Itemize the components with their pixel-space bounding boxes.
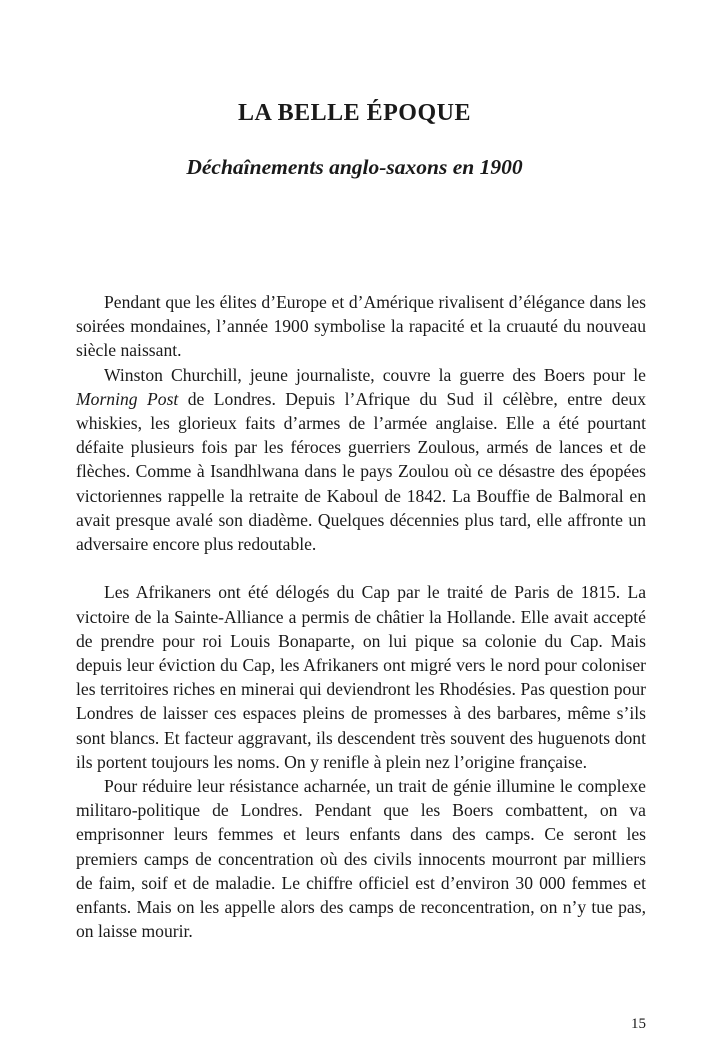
paragraph-4: Pour réduire leur résistance acharnée, un trait de génie illumine le complexe militaro-politique de Londres. Pendant que les Boers combattent, on va emprisonner leurs femmes et leurs enfants dans des camps. Ce seront les premiers camps de concentration où des civils innocents mourront par milliers de faim, soif et de maladie. Le chiffre officiel est d’environ 30 000 femmes et enfants. Mais on les appelle alors des camps de reconcentration, on n’y tue pas, on laisse mourir. <box>76 776 646 942</box>
body-text <box>76 290 646 943</box>
paragraph-2 <box>76 363 646 557</box>
paragraph-2-end: de Londres. Depuis l’Afrique du Sud il célèbre, entre deux whiskies, les glorieux faits d’armes de l’armée anglaise. Elle a été pourtant défaite plusieurs fois par les féroces guerriers Zoulous, armés de lances et de flèches. Comme à Isandhlwana dans le pays Zoulou où ce désastre des épopées victoriennes rappelle la retraite de Kaboul de 1842. La Bouffie de Balmoral en avait presque avalé son diadème. Quelques décennies plus tard, elle affronte un adversaire encore plus redoutable. <box>76 388 647 555</box>
paragraph-2-start: Winston Churchill, jeune journaliste, couvre la guerre des Boers pour le <box>104 364 646 385</box>
page-number: 15 <box>631 1016 646 1032</box>
newspaper-title: Morning Post <box>76 388 179 409</box>
paragraph-3: Les Afrikaners ont été délogés du Cap par le traité de Paris de 1815. La victoire de la Sainte-Alliance a permis de châtier la Hollande. Elle avait accepté de prendre pour roi Louis Bonaparte, on lui pique sa colonie du Cap. Mais depuis leur éviction du Cap, les Afrikaners ont migré vers le nord pour coloniser les territoires riches en minerai qui deviendront les Rhodésies. Pas question pour Londres de laisser ces espaces pleins de promesses à des barbares, même s’ils sont blancs. Et facteur aggravant, ils descendent très souvent des huguenots dont ils portent toujours les noms. On y renifle à plein nez l’origine française. <box>76 582 646 772</box>
paragraph-1: Pendant que les élites d’Europe et d’Amérique rivalisent d’élégance dans les soirées mondaines, l’année 1900 symbolise la rapacité et la cruauté du nouveau siècle naissant. <box>76 292 646 361</box>
chapter-subtitle: Déchaînements anglo-saxons en 1900 <box>186 155 523 179</box>
chapter-title: LA BELLE ÉPOQUE <box>238 100 471 126</box>
